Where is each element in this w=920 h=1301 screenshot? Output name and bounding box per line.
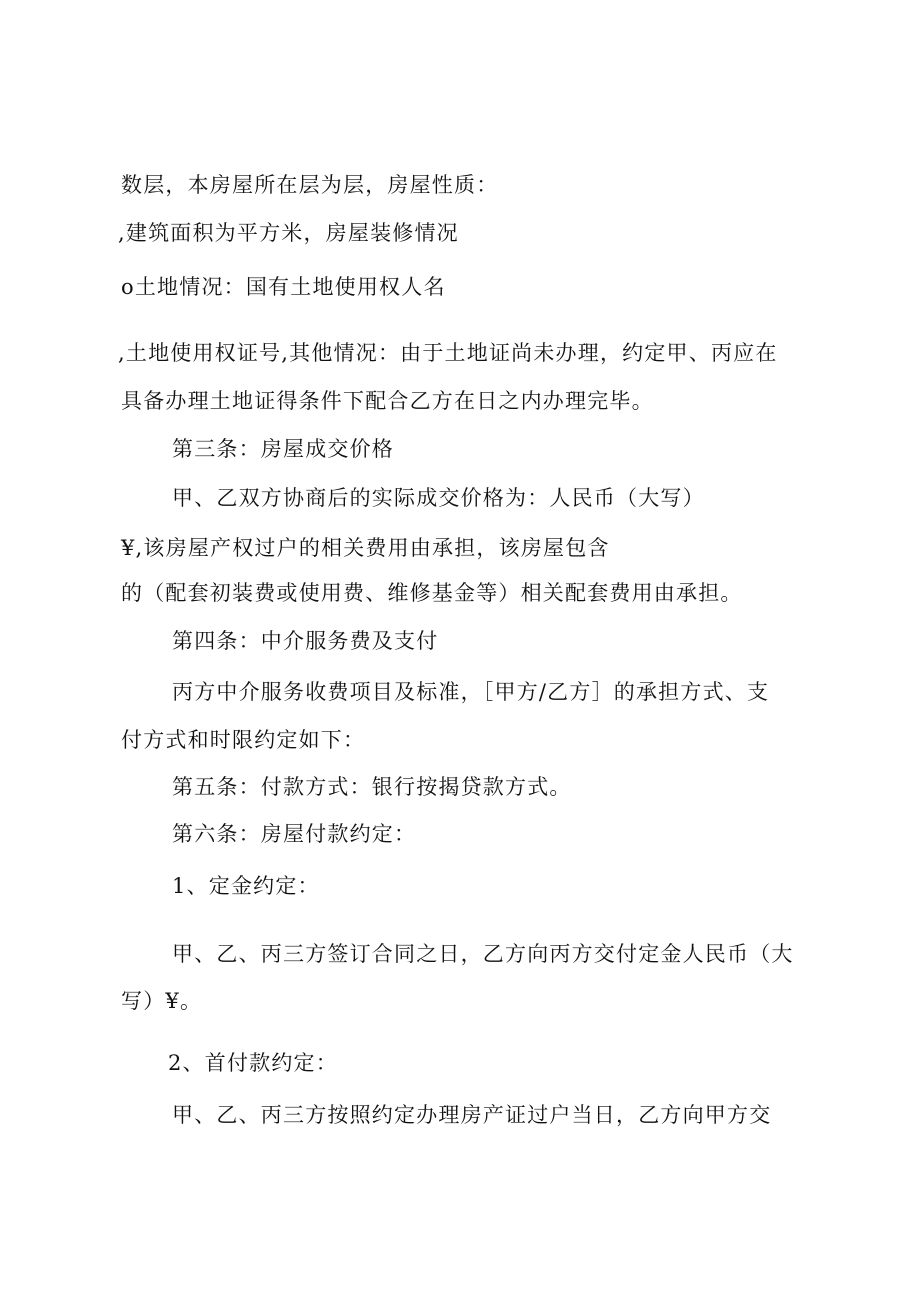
list-item-heading: 2、首付款约定： — [168, 1051, 338, 1075]
text-line: 写）¥。 — [121, 989, 203, 1013]
text-line: o土地情况：国有土地使用权人名 — [121, 275, 446, 299]
text-line: 的（配套初装费或使用费、维修基金等）相关配套费用由承担。 — [121, 581, 743, 605]
text-line: ,土地使用权证号,其他情况：由于土地证尚未办理，约定甲、丙应在 — [118, 341, 778, 365]
text-line: 数层，本房屋所在层为层，房屋性质： — [121, 173, 499, 197]
text-line: 丙方中介服务收费项目及标准，［甲方/乙方］的承担方式、支 — [172, 680, 770, 704]
text-line: 甲、乙、丙三方按照约定办理房产证过户当日，乙方向甲方交 — [172, 1103, 772, 1127]
list-item-heading: 1、定金约定： — [172, 874, 320, 898]
text-line: 甲、乙双方协商后的实际成交价格为：人民币（大写） — [172, 486, 705, 510]
section-heading: 第四条：中介服务费及支付 — [172, 629, 439, 653]
section-heading: 第六条：房屋付款约定： — [172, 822, 417, 846]
text-line: 具备办理土地证得条件下配合乙方在日之内办理完毕。 — [121, 389, 654, 413]
section-heading: 第三条：房屋成交价格 — [172, 437, 394, 461]
section-heading: 第五条：付款方式：银行按揭贷款方式。 — [172, 775, 572, 799]
text-line: ,建筑面积为平方米，房屋装修情况 — [118, 221, 459, 245]
text-line: 甲、乙、丙三方签订合同之日，乙方向丙方交付定金人民币（大 — [172, 942, 794, 966]
text-line: ¥,该房屋产权过户的相关费用由承担，该房屋包含 — [121, 536, 610, 560]
text-line: 付方式和时限约定如下： — [121, 728, 366, 752]
